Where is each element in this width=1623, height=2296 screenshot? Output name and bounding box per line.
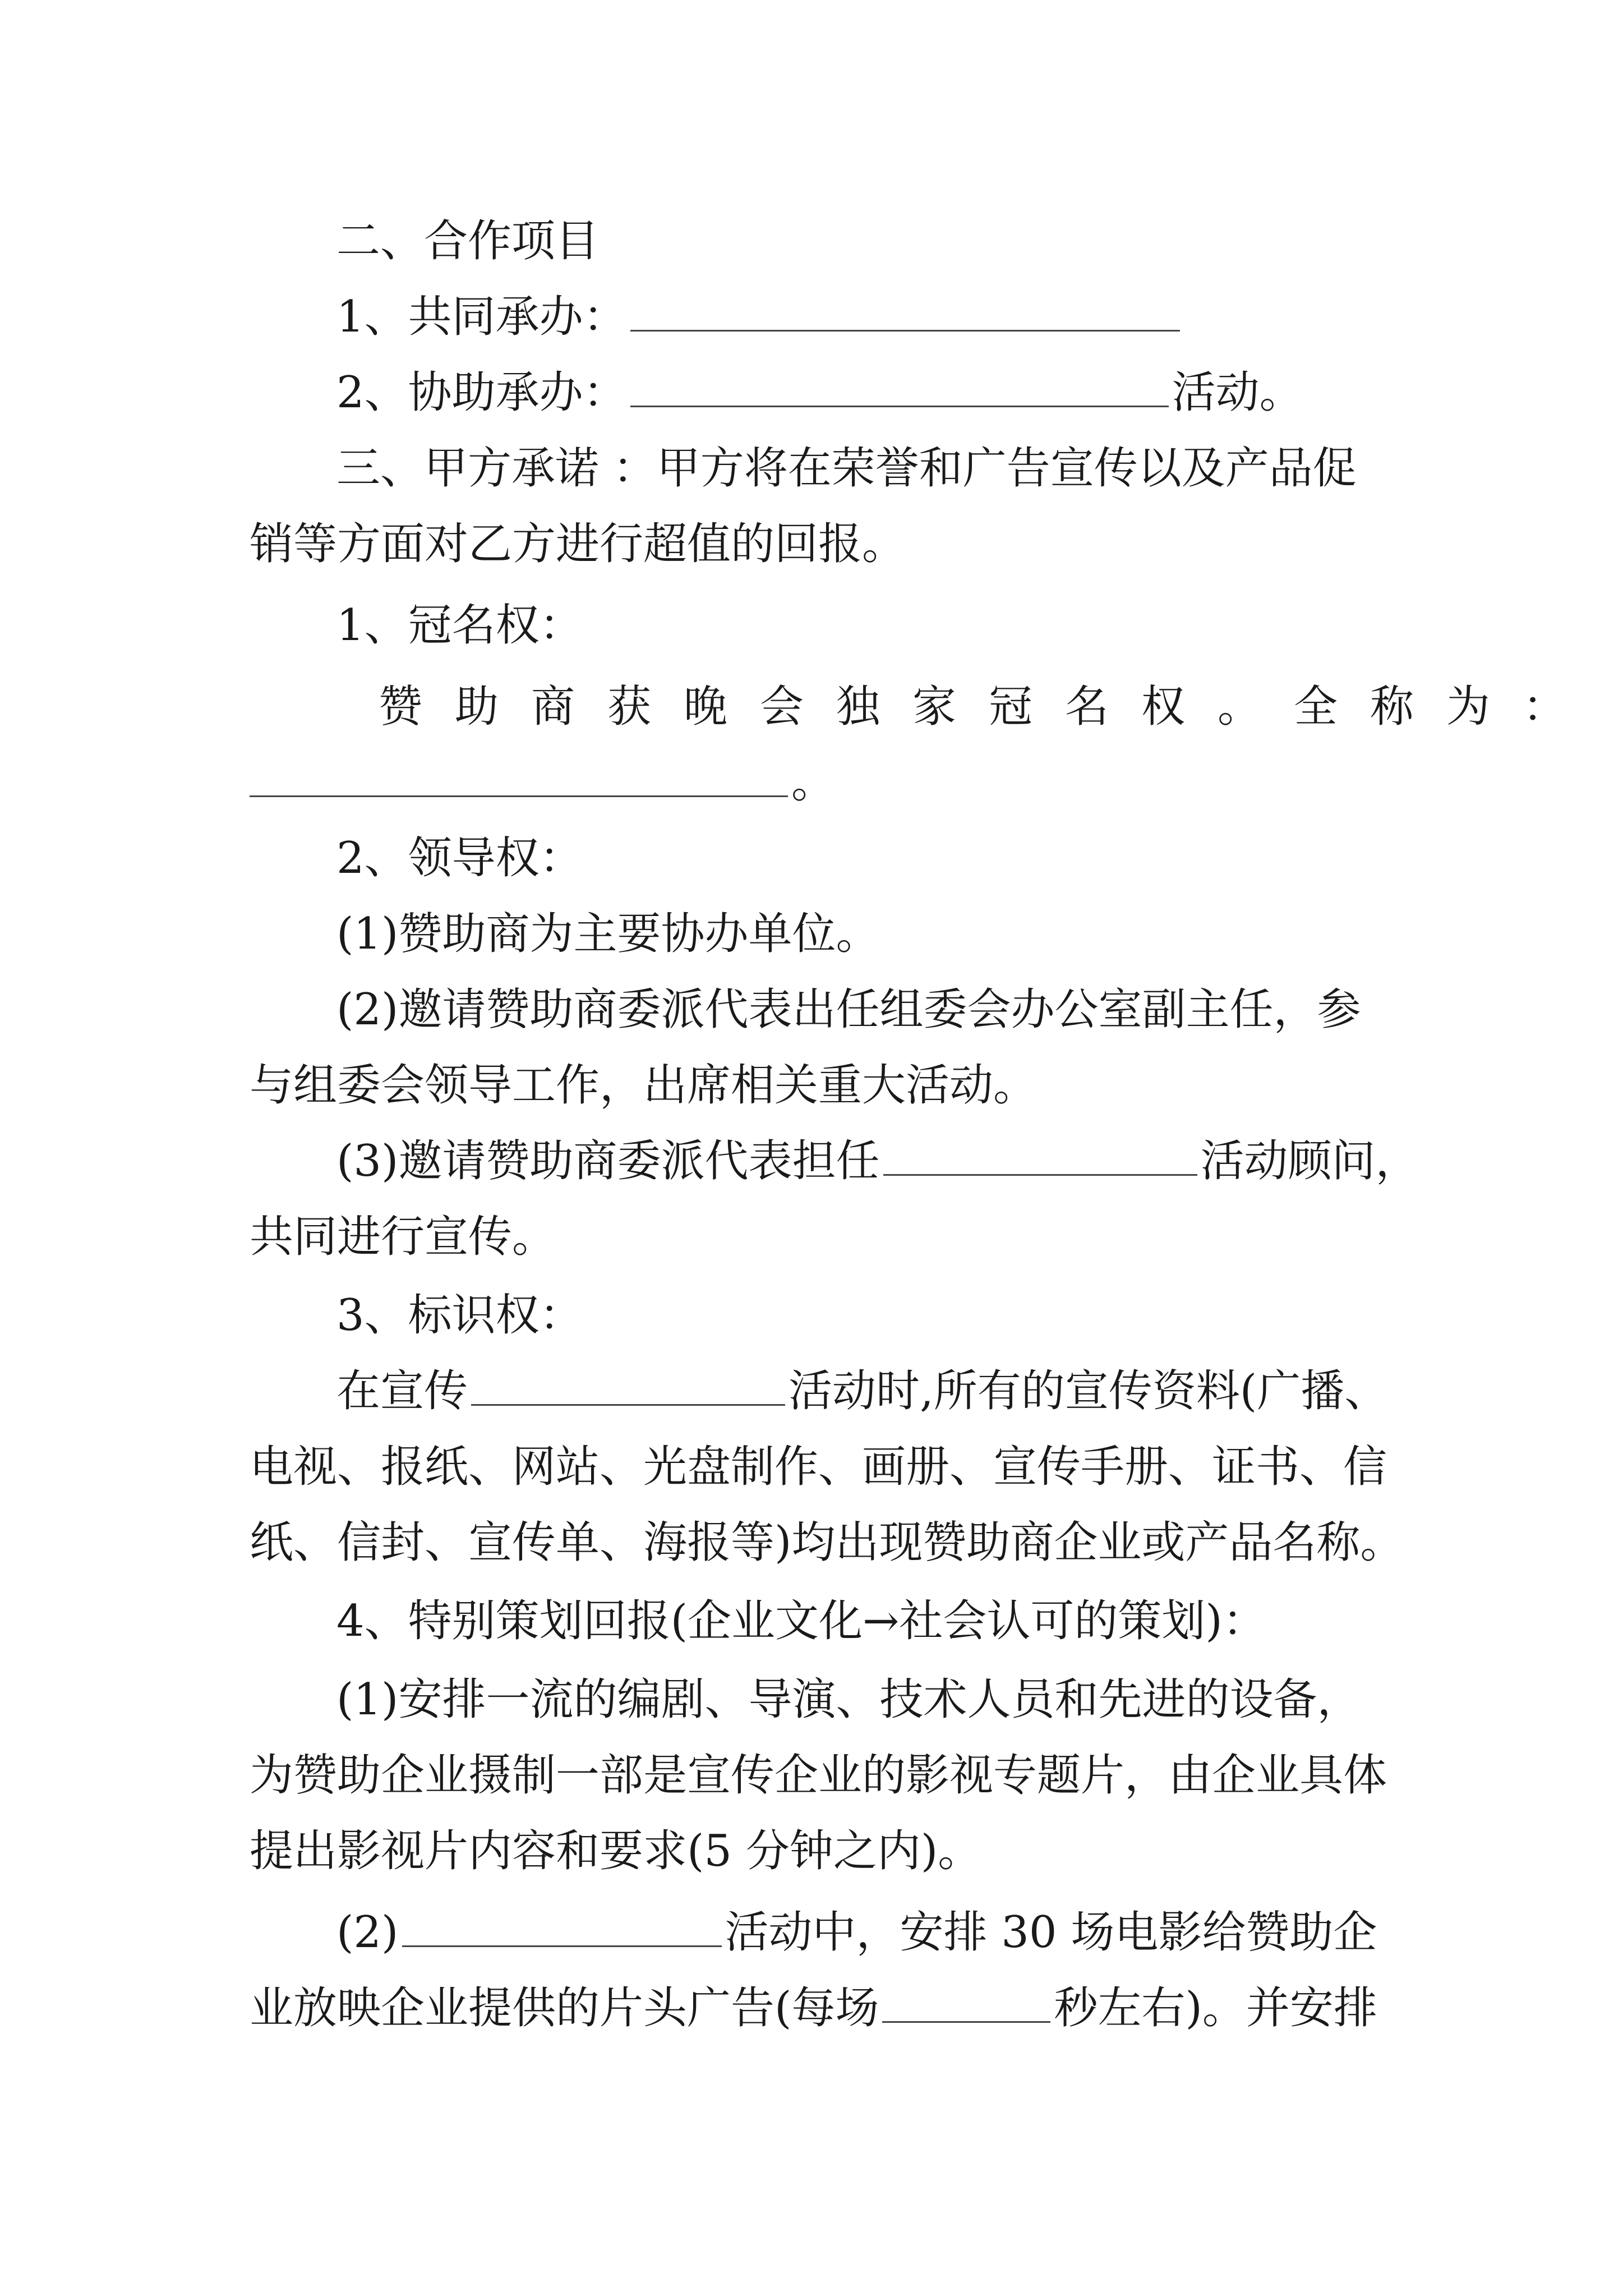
special-return-heading: 4、特别策划回报(企业文化→社会认可的策划)：	[336, 1596, 1266, 1646]
logo-rights-prefix: 在宣传	[336, 1366, 468, 1416]
logo-rights-line-1	[336, 1363, 1388, 1419]
special-item-2-suffix: 活动中，安排 30 场电影给赞助企	[725, 1907, 1377, 1958]
promotion-activity-blank	[471, 1370, 785, 1406]
co-host-blank	[630, 296, 1180, 332]
leadership-heading: 2、领导权：	[336, 833, 583, 884]
assist-host-line	[336, 365, 1303, 421]
screening-activity-blank	[402, 1912, 722, 1947]
logo-rights-line-3: 纸、信封、宣传单、海报等)均出现赞助商企业或产品名称。	[250, 1517, 1404, 1568]
special-item-2-prefix: (2)	[336, 1907, 399, 1958]
leadership-item-1: (1)赞助商为主要协办单位。	[336, 909, 880, 959]
ad-seconds-blank	[882, 1987, 1050, 2023]
assist-host-blank	[630, 372, 1169, 407]
naming-rights-line-2-suffix: 。	[791, 757, 836, 808]
section-3-line-2: 销等方面对乙方进行超值的回报。	[250, 519, 906, 569]
section-3-line-1: 三、甲方承诺 ：甲方将在荣誉和广告宣传以及产品促	[336, 443, 1357, 494]
special-item-2-line-2-prefix: 业放映企业提供的片头广告(每场	[250, 1983, 879, 2033]
advisor-activity-blank	[883, 1140, 1197, 1176]
logo-rights-line-2: 电视、报纸、网站、光盘制作、画册、宣传手册、证书、信	[250, 1442, 1387, 1492]
naming-rights-heading: 1、冠名权：	[336, 600, 583, 651]
leadership-item-2-line-1: (2)邀请赞助商委派代表出任组委会办公室副主任，参	[336, 984, 1361, 1035]
assist-host-suffix: 活动。	[1172, 367, 1303, 418]
co-host-line	[336, 289, 1183, 345]
assist-host-label: 2、协助承办：	[336, 367, 627, 418]
leadership-item-3-prefix: (3)邀请赞助商委派代表担任	[336, 1136, 880, 1186]
leadership-item-3-suffix: 活动顾问，	[1200, 1136, 1419, 1186]
co-host-label: 1、共同承办：	[336, 292, 627, 342]
full-name-blank	[250, 762, 788, 797]
logo-rights-suffix: 活动时,所有的宣传资料(广播、	[789, 1366, 1389, 1416]
naming-rights-line-1: 赞助商获晚会独家冠名权。全称为：	[379, 682, 1599, 732]
special-item-1-line-3: 提出影视片内容和要求(5 分钟之内)。	[250, 1826, 982, 1876]
leadership-item-3-line-2: 共同进行宣传。	[250, 1212, 556, 1262]
naming-rights-line-2	[250, 754, 835, 811]
logo-rights-heading: 3、标识权：	[336, 1290, 583, 1341]
special-item-2-line-2-suffix: 秒左右)。并安排	[1054, 1983, 1377, 2033]
section-2-heading: 二、合作项目	[336, 216, 600, 266]
special-item-1-line-2: 为赞助企业摄制一部是宣传企业的影视专题片，由企业具体	[250, 1750, 1387, 1801]
special-item-2-line-2	[250, 1980, 1377, 2036]
leadership-item-3-line-1	[336, 1133, 1419, 1189]
leadership-item-2-line-2: 与组委会领导工作，出席相关重大活动。	[250, 1060, 1038, 1111]
special-item-1-line-1: (1)安排一流的编剧、导演、技术人员和先进的设备，	[336, 1674, 1361, 1725]
special-item-2-line-1	[336, 1904, 1377, 1961]
